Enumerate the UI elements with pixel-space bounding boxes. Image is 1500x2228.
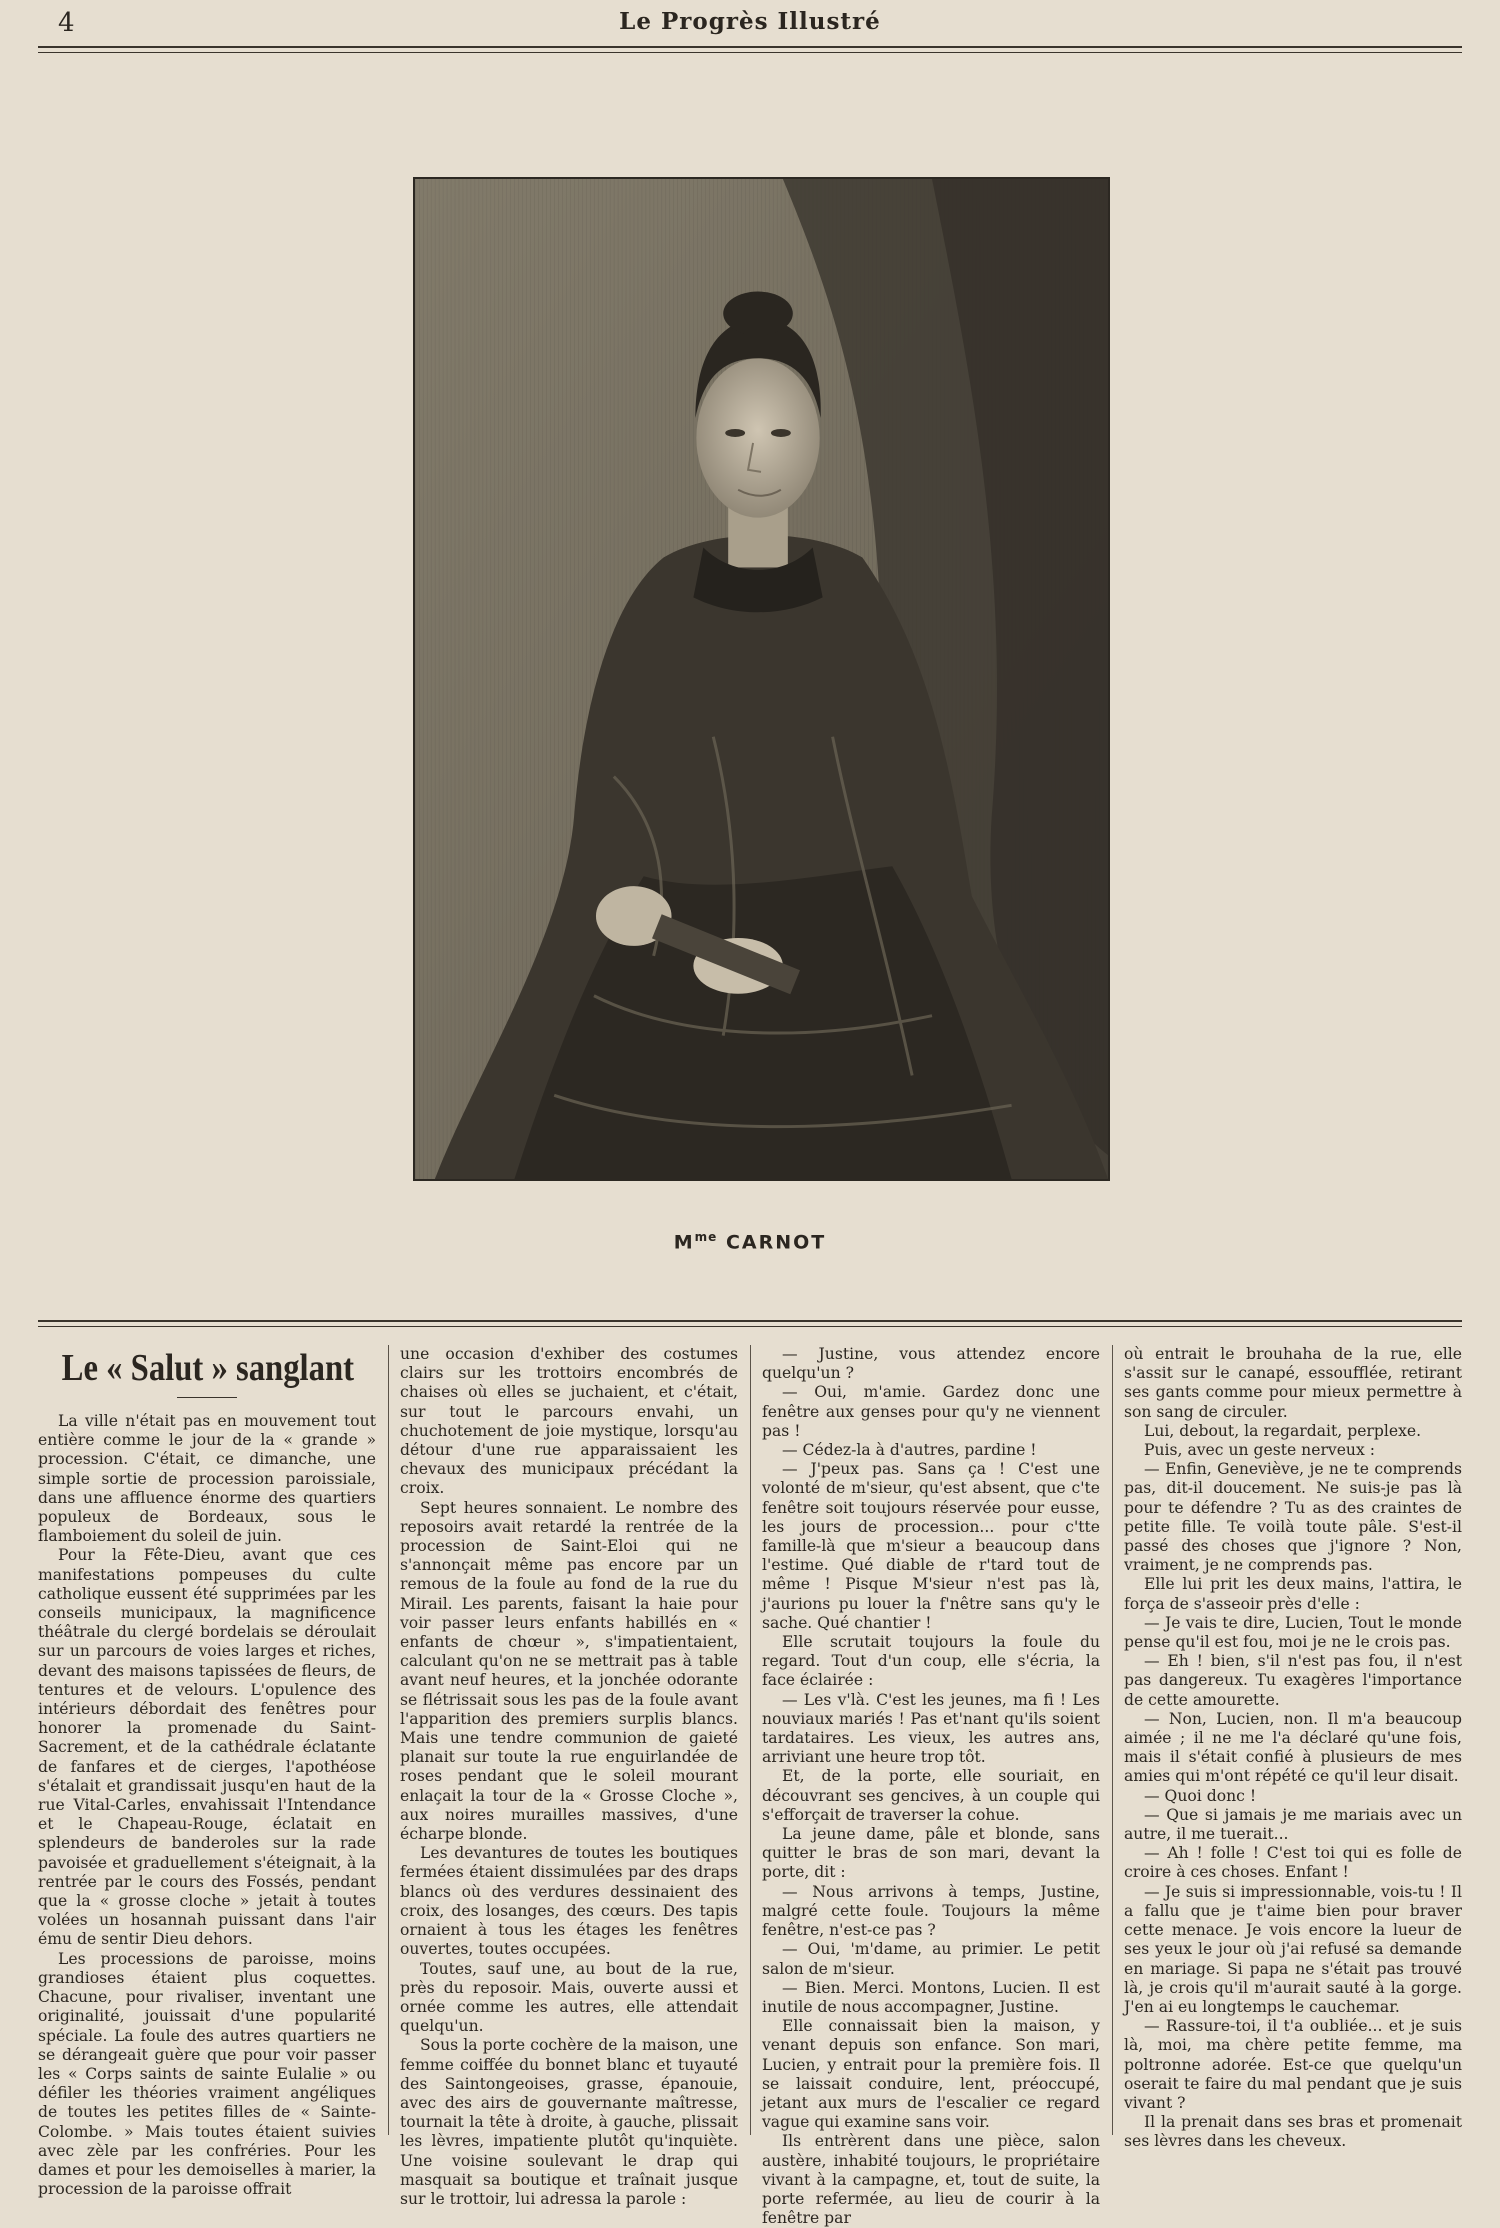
article-columns xyxy=(38,1345,1462,2228)
page-number: 4 xyxy=(58,8,75,38)
paragraph: où entrait le brouhaha de la rue, elle s'assit sur le canapé, essoufflée, retirant ses gants comme pour mieux permettre à son sang de circuler. xyxy=(1124,1345,1462,1421)
article-column-3 xyxy=(762,1345,1100,2228)
paragraph: Les processions de paroisse, moins grandioses étaient plus coquettes. Chacune, pour rivaliser, inventant une originalité, jouissait d'une popularité spéciale. La foule des autres quartiers ne se dérangeait guère que pour voir passer les « Corps saints de sainte Eulalie » ou défiler les théories vraiment angéliques de toutes les petites filles de « Sainte-Colombe. » Mais toutes étaient suivies avec zèle par les confréries. Pour les dames et pour les demoiselles à marier, la procession de la paroisse offrait xyxy=(38,1949,376,2199)
paragraph: Puis, avec un geste nerveux : xyxy=(1144,1441,1375,1460)
paragraph: — Nous arrivons à temps, Justine, malgré cette foule. Toujours la même fenêtre, n'est-ce pas ? xyxy=(762,1882,1100,1940)
paragraph: une occasion d'exhiber des costumes clairs sur les trottoirs encombrés de chaises où elles se juchaient, et c'était, sur tout le parcours envahi, un chuchotement de joie mystique, lorsqu'au détour d'une rue apparaissaient les chevaux des municipaux précédant la croix. xyxy=(400,1345,738,1498)
column-divider xyxy=(750,1345,751,2135)
caption-prefix: M xyxy=(673,1231,695,1254)
paragraph: Et, de la porte, elle souriait, en découvrant ses gencives, à un couple qui s'efforçait de traverser la cohue. xyxy=(762,1767,1100,1824)
paragraph: — Cédez-la à d'autres, pardine ! xyxy=(782,1441,1037,1460)
title-divider xyxy=(177,1397,237,1398)
paragraph: — Oui, m'amie. Gardez donc une fenêtre aux genses pour qu'y ne viennent pas ! xyxy=(762,1383,1100,1440)
paragraph: Toutes, sauf une, au bout de la rue, près du reposoir. Mais, ouverte aussi et ornée comme les autres, elle attendait quelqu'un. xyxy=(400,1959,738,2036)
header-rule-bottom xyxy=(38,52,1462,53)
portrait-engraving xyxy=(413,177,1110,1181)
paragraph: Ils entrèrent dans une pièce, salon austère, inhabité toujours, le propriétaire vivant à la campagne, et, tout de suite, la porte refermée, au lieu de courir à la fenêtre par xyxy=(762,2132,1100,2228)
paragraph: — Ah ! folle ! C'est toi qui es folle de croire à ces choses. Enfant ! xyxy=(1124,1844,1462,1882)
paragraph: Sous la porte cochère de la maison, une femme coiffée du bonnet blanc et tuyauté des Saintongeoises, grasse, épanouie, avec des airs de gouvernante maîtresse, tournait la tête à droite, à gauche, plissait les lèvres, impatiente plutôt qu'inquiète. Une voisine soulevant le drap qui masquait sa boutique et traînait jusque sur le trottoir, lui adressa la parole : xyxy=(400,2036,738,2208)
paragraph: — Eh ! bien, s'il n'est pas fou, il n'est pas dangereux. Tu exagères l'importance de cette amourette. xyxy=(1124,1652,1462,1709)
column-divider xyxy=(388,1345,389,2135)
paragraph: — Oui, 'm'dame, au primier. Le petit salon de m'sieur. xyxy=(762,1940,1100,1978)
column-divider xyxy=(1112,1345,1113,2135)
article-column-2 xyxy=(400,1345,738,2208)
section-rule-top xyxy=(38,1320,1462,1322)
paragraph: — Enfin, Geneviève, je ne te comprends pas, dit-il doucement. Ne suis-je pas là pour te défendre ? Tu as des craintes de petite fille. Te voilà toute pâle. S'est-il passé des choses que j'ignore ? Non, vraiment, je ne comprends pas. xyxy=(1124,1460,1462,1575)
paragraph: Sept heures sonnaient. Le nombre des reposoirs avait retardé la rentrée de la procession de Saint-Eloi qui ne s'annonçait même pas encore par un remous de la foule au fond de la rue du Mirail. Les parents, faisant la haie pour voir passer leurs enfants habillés en « enfants de chœur », s'impatientaient, calculant qu'on ne se mettrait pas à table avant neuf heures, et la jonchée odorante se flétrissait sous les pas de la foule avant l'apparition des premiers surplis blancs. Mais une tendre communion de gaieté planait sur toute la rue enguirlandée de roses pendant que le soleil mourant enlaçait la tour de la « Grosse Cloche », aux noires murailles massives, d'une écharpe blonde. xyxy=(400,1498,738,1844)
paragraph: La ville n'était pas en mouvement tout entière comme le jour de la « grande » procession. C'était, ce dimanche, une simple sortie de procession paroissiale, dans une affluence énorme des quartiers populeux de Bordeaux, sous le flamboiement du soleil de juin. xyxy=(38,1412,376,1546)
article-title: Le « Salut » sanglant xyxy=(61,1347,355,1389)
engraved-portrait-icon xyxy=(415,179,1108,1179)
header-rule-top xyxy=(38,46,1462,48)
paragraph: — J'peux pas. Sans ça ! C'est une volonté de m'sieur, qu'est absent, que c'te fenêtre soit toujours réservée pour eusse, les jours de procession... pour c'tte famille-là que m'sieur a beaucoup dans l'estime. Qué diable de r'tard tout de même ! Pisque M'sieur n'est pas là, j'aurions pu louer la f'nêtre sans qu'y le sache. Qué chantier ! xyxy=(762,1460,1100,1632)
page-header xyxy=(0,0,1500,60)
paragraph: — Bien. Merci. Montons, Lucien. Il est inutile de nous accompagner, Justine. xyxy=(762,1978,1100,2016)
paragraph: Pour la Fête-Dieu, avant que ces manifestations pompeuses du culte catholique eussent été supprimées par les conseils municipaux, la magnificence théâtrale du clergé bordelais se déroulait sur un parcours de voies larges et riches, devant des maisons tapissées de fleurs, de tentures et de velours. L'opulence des intérieurs débordait des fenêtres pour honorer la promenade du Saint-Sacrement, et de la cathédrale éclatante de fanfares et de cierges, l'apothéose s'étalait et grandissait jusqu'en haut de la rue Vital-Carles, envahissait l'Intendance et le Chapeau-Rouge, éclatait en splendeurs de banderoles sur la rade pavoisée et graduellement s'éteignait, à la rentrée par le cours des Fossés, pendant que la « grosse cloche » jetait à toutes volées un hosannah puissant dans l'air ému de sentir Dieu dehors. xyxy=(38,1546,376,1949)
caption-name: CARNOT xyxy=(725,1231,827,1254)
paragraph: Elle connaissait bien la maison, y venant depuis son enfance. Son mari, Lucien, y entrait pour la première fois. Il se laissait conduire, lent, préoccupé, jetant aux murs de l'escalier ce regard vague qui examine sans voir. xyxy=(762,2017,1100,2132)
paragraph: — Que si jamais je me mariais avec un autre, il me tuerait... xyxy=(1124,1805,1462,1844)
masthead: Le Progrès Illustré xyxy=(619,8,881,35)
paragraph: Elle scrutait toujours la foule du regard. Tout d'un coup, elle s'écria, la face éclairée : xyxy=(762,1633,1100,1690)
paragraph: — Je suis si impressionnable, vois-tu ! Il a fallu que je t'aime bien pour braver cette menace. Je vois encore la lueur de ses yeux le jour où j'ai refusé sa demande en mariage. Si papa ne s'était pas trouvé là, je crois qu'il m'aurait sauté à la gorge. J'en ai eu longtemps le cauchemar. xyxy=(1124,1882,1462,2016)
paragraph: — Je vais te dire, Lucien, Tout le monde pense qu'il est fou, moi je ne le crois pas. xyxy=(1124,1613,1462,1652)
paragraph: — Les v'là. C'est les jeunes, ma fi ! Les nouviaux mariés ! Pas et'nant qu'ils soient tardataires. Les vieux, les autres ans, arriviant une heure trop tôt. xyxy=(762,1690,1100,1767)
paragraph: Lui, debout, la regardait, perplexe. xyxy=(1144,1421,1422,1440)
section-rule-bottom xyxy=(38,1326,1462,1327)
article-column-1 xyxy=(38,1345,376,2199)
paragraph: Elle lui prit les deux mains, l'attira, le força de s'asseoir près d'elle : xyxy=(1124,1575,1462,1613)
paragraph: — Quoi donc ! xyxy=(1144,1786,1257,1805)
paragraph: — Non, Lucien, non. Il m'a beaucoup aimée ; il ne me l'a déclaré qu'une fois, mais il s'était confié à plusieurs de mes amies qui m'ont répété ce qu'il leur disait. xyxy=(1124,1709,1462,1786)
paragraph: Les devantures de toutes les boutiques fermées étaient dissimulées par des draps blancs où des verdures dessinaient des croix, des losanges, des cœurs. Des tapis ornaient à tous les étages les fenêtres ouvertes, toutes occupées. xyxy=(400,1844,738,1959)
paragraph: — Justine, vous attendez encore quelqu'un ? xyxy=(762,1345,1100,1383)
paragraph: La jeune dame, pâle et blonde, sans quitter le bras de son mari, devant la porte, dit : xyxy=(762,1825,1100,1882)
article-column-4 xyxy=(1124,1345,1462,2151)
portrait-caption xyxy=(0,1230,1500,1253)
paragraph: — Rassure-toi, il t'a oubliée... et je suis là, moi, ma chère petite femme, ma poltronne adorée. Est-ce que quelqu'un oserait te faire du mal pendant que je suis vivant ? xyxy=(1124,2017,1462,2112)
caption-superscript: me xyxy=(694,1230,718,1244)
paragraph: Il la prenait dans ses bras et promenait ses lèvres dans les cheveux. xyxy=(1124,2113,1462,2151)
